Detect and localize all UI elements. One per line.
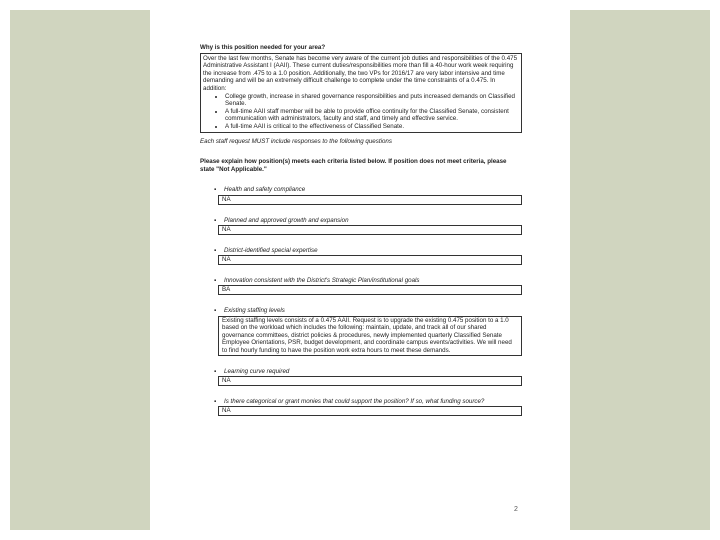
criteria-item-health-safety (218, 186, 522, 204)
criteria-answer-box: BA (218, 285, 522, 295)
bullet-item: • A full-time AAII staff member will be able to provide office continuity for the Classified Senate, consistent communication with administrators, faculty and staff, and timely and effective service. (225, 108, 519, 123)
criteria-answer-box: NA (218, 225, 522, 235)
criteria-label: ▪ District-identified special expertise (218, 247, 522, 255)
criteria-label: ▪ Health and safety compliance (218, 186, 522, 194)
bullet-item: • A full-time AAII is critical to the effectiveness of Classified Senate. (225, 123, 519, 131)
requirement-note: Each staff request MUST include responses to the following questions (200, 137, 392, 145)
criteria-answer-box: Existing staffing levels consists of a 0.475 AAII. Request is to upgrade the existing 0.475 position to a 1.0 based on the workload which includes the following: maintain, update, and track all of our shared governance committees, district policies & procedures, newly implemented quarterly Classified Senate Employee Orientations, PSR, budget development, and coordinate campus events/activities. We will need to find hourly funding to have the position work extra hours to meet these demands. (218, 316, 522, 356)
criteria-answer-box: NA (218, 195, 522, 205)
answer-bullet-list (203, 93, 519, 131)
criteria-label: ▪ Planned and approved growth and expansion (218, 217, 522, 225)
criteria-item-learning-curve (218, 368, 522, 386)
question-heading: Why is this position needed for your area? (200, 44, 326, 51)
criteria-label: ▪ Existing staffing levels (218, 307, 522, 315)
right-side-panel (570, 10, 710, 530)
answer-box (200, 53, 522, 133)
criteria-item-planned-growth (218, 217, 522, 235)
criteria-answer-box: NA (218, 255, 522, 265)
criteria-label: ▪ Learning curve required (218, 368, 522, 376)
criteria-item-grant-monies (218, 398, 522, 416)
left-side-panel (10, 10, 150, 530)
criteria-label: ▪ Is there categorical or grant monies that could support the position? If so, what funding source? (218, 398, 522, 406)
criteria-item-innovation (218, 277, 522, 295)
answer-paragraph: Over the last few months, Senate has become very aware of the current job duties and responsibilities of the 0.475 Administrative Assistant I (AAII). These current duties/responsibilities more than fill a 40-hour work week requiring the increase from .475 to a 1.0 position. Additionally, the two VPs for 2016/17 are very labor intensive and time demanding and will be an extremely difficult challenge to complete under the time constraints of a 0.475. In addition: (203, 54, 518, 92)
criteria-heading: Please explain how position(s) meets each criteria listed below. If position does not meet criteria, please state "Not Applicable." (200, 158, 507, 173)
criteria-answer-box: NA (218, 406, 522, 416)
criteria-label: ▪ Innovation consistent with the District's Strategic Plan/institutional goals (218, 277, 522, 285)
criteria-answer-box: NA (218, 376, 522, 386)
page-number: 2 (514, 506, 518, 513)
bullet-item: • College growth, increase in shared governance responsibilities and puts increased demands on Classified Senate. (225, 93, 519, 108)
criteria-item-special-expertise (218, 247, 522, 265)
criteria-item-staffing-levels (218, 307, 522, 356)
document-page (200, 44, 522, 416)
criteria-list (200, 186, 522, 416)
